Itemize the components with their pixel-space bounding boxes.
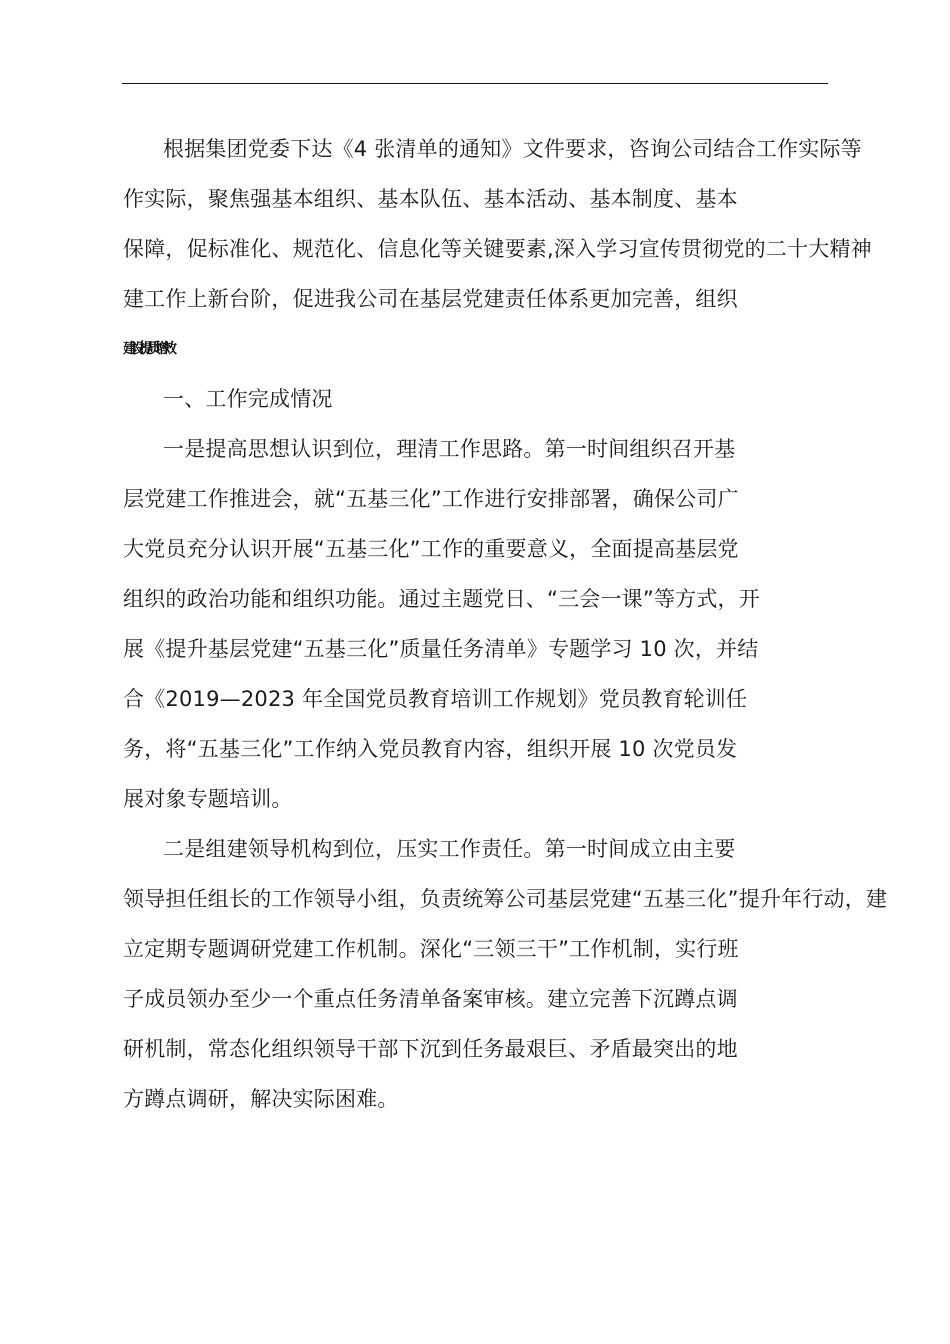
text-line-overlapped: 建设提质增效: [123, 341, 171, 357]
text-line: 大党员充分认识开展“五基三化”工作的重要意义，全面提高基层党: [123, 537, 739, 561]
text-line: 层党建工作推进会，就“五基三化”工作进行安排部署，确保公司广: [123, 487, 739, 511]
text-line: 子成员领办至少一个重点任务清单备案审核。建立完善下沉蹲点调: [123, 987, 738, 1011]
text-line: 一是提高思想认识到位，理清工作思路。第一时间组织召开基: [163, 437, 736, 461]
text-line: 领导担任组长的工作领导小组，负责统筹公司基层党建“五基三化”提升年行动，建: [123, 887, 888, 911]
text-line: 务，将“五基三化”工作纳入党员教育内容，组织开展 10 次党员发: [123, 737, 738, 761]
text-line: 方蹲点调研，解决实际困难。: [123, 1087, 399, 1111]
text-line: 合《2019—2023 年全国党员教育培训工作规划》党员教育轮训任: [123, 687, 748, 711]
text-line: 作实际，聚焦强基本组织、基本队伍、基本活动、基本制度、基本: [123, 187, 738, 211]
text-line: 组织的政治功能和组织功能。通过主题党日、“三会一课”等方式，开: [123, 587, 760, 611]
text-line: 建工作上新台阶，促进我公司在基层党建责任体系更加完善，组织: [123, 287, 738, 311]
text-line: 根据集团党委下达《4 张清单的通知》文件要求，咨询公司结合工作实际等: [163, 137, 862, 161]
text-line: 研机制，常态化组织领导干部下沉到任务最艰巨、矛盾最突出的地: [123, 1037, 738, 1061]
text-line: 立定期专题调研党建工作机制。深化“三领三干”工作机制，实行班: [123, 937, 739, 961]
text-line: 展《提升基层党建“五基三化”质量任务清单》专题学习 10 次，并结: [123, 637, 759, 661]
header-rule: [122, 83, 828, 84]
section-heading: 一、工作完成情况: [163, 387, 333, 411]
text-line: 展对象专题培训。: [123, 787, 293, 811]
text-line: 二是组建领导机构到位，压实工作责任。第一时间成立由主要: [163, 837, 736, 861]
text-line: 保障，促标准化、规范化、信息化等关键要素,深入学习宣传贯彻党的二十大精神: [123, 237, 872, 261]
